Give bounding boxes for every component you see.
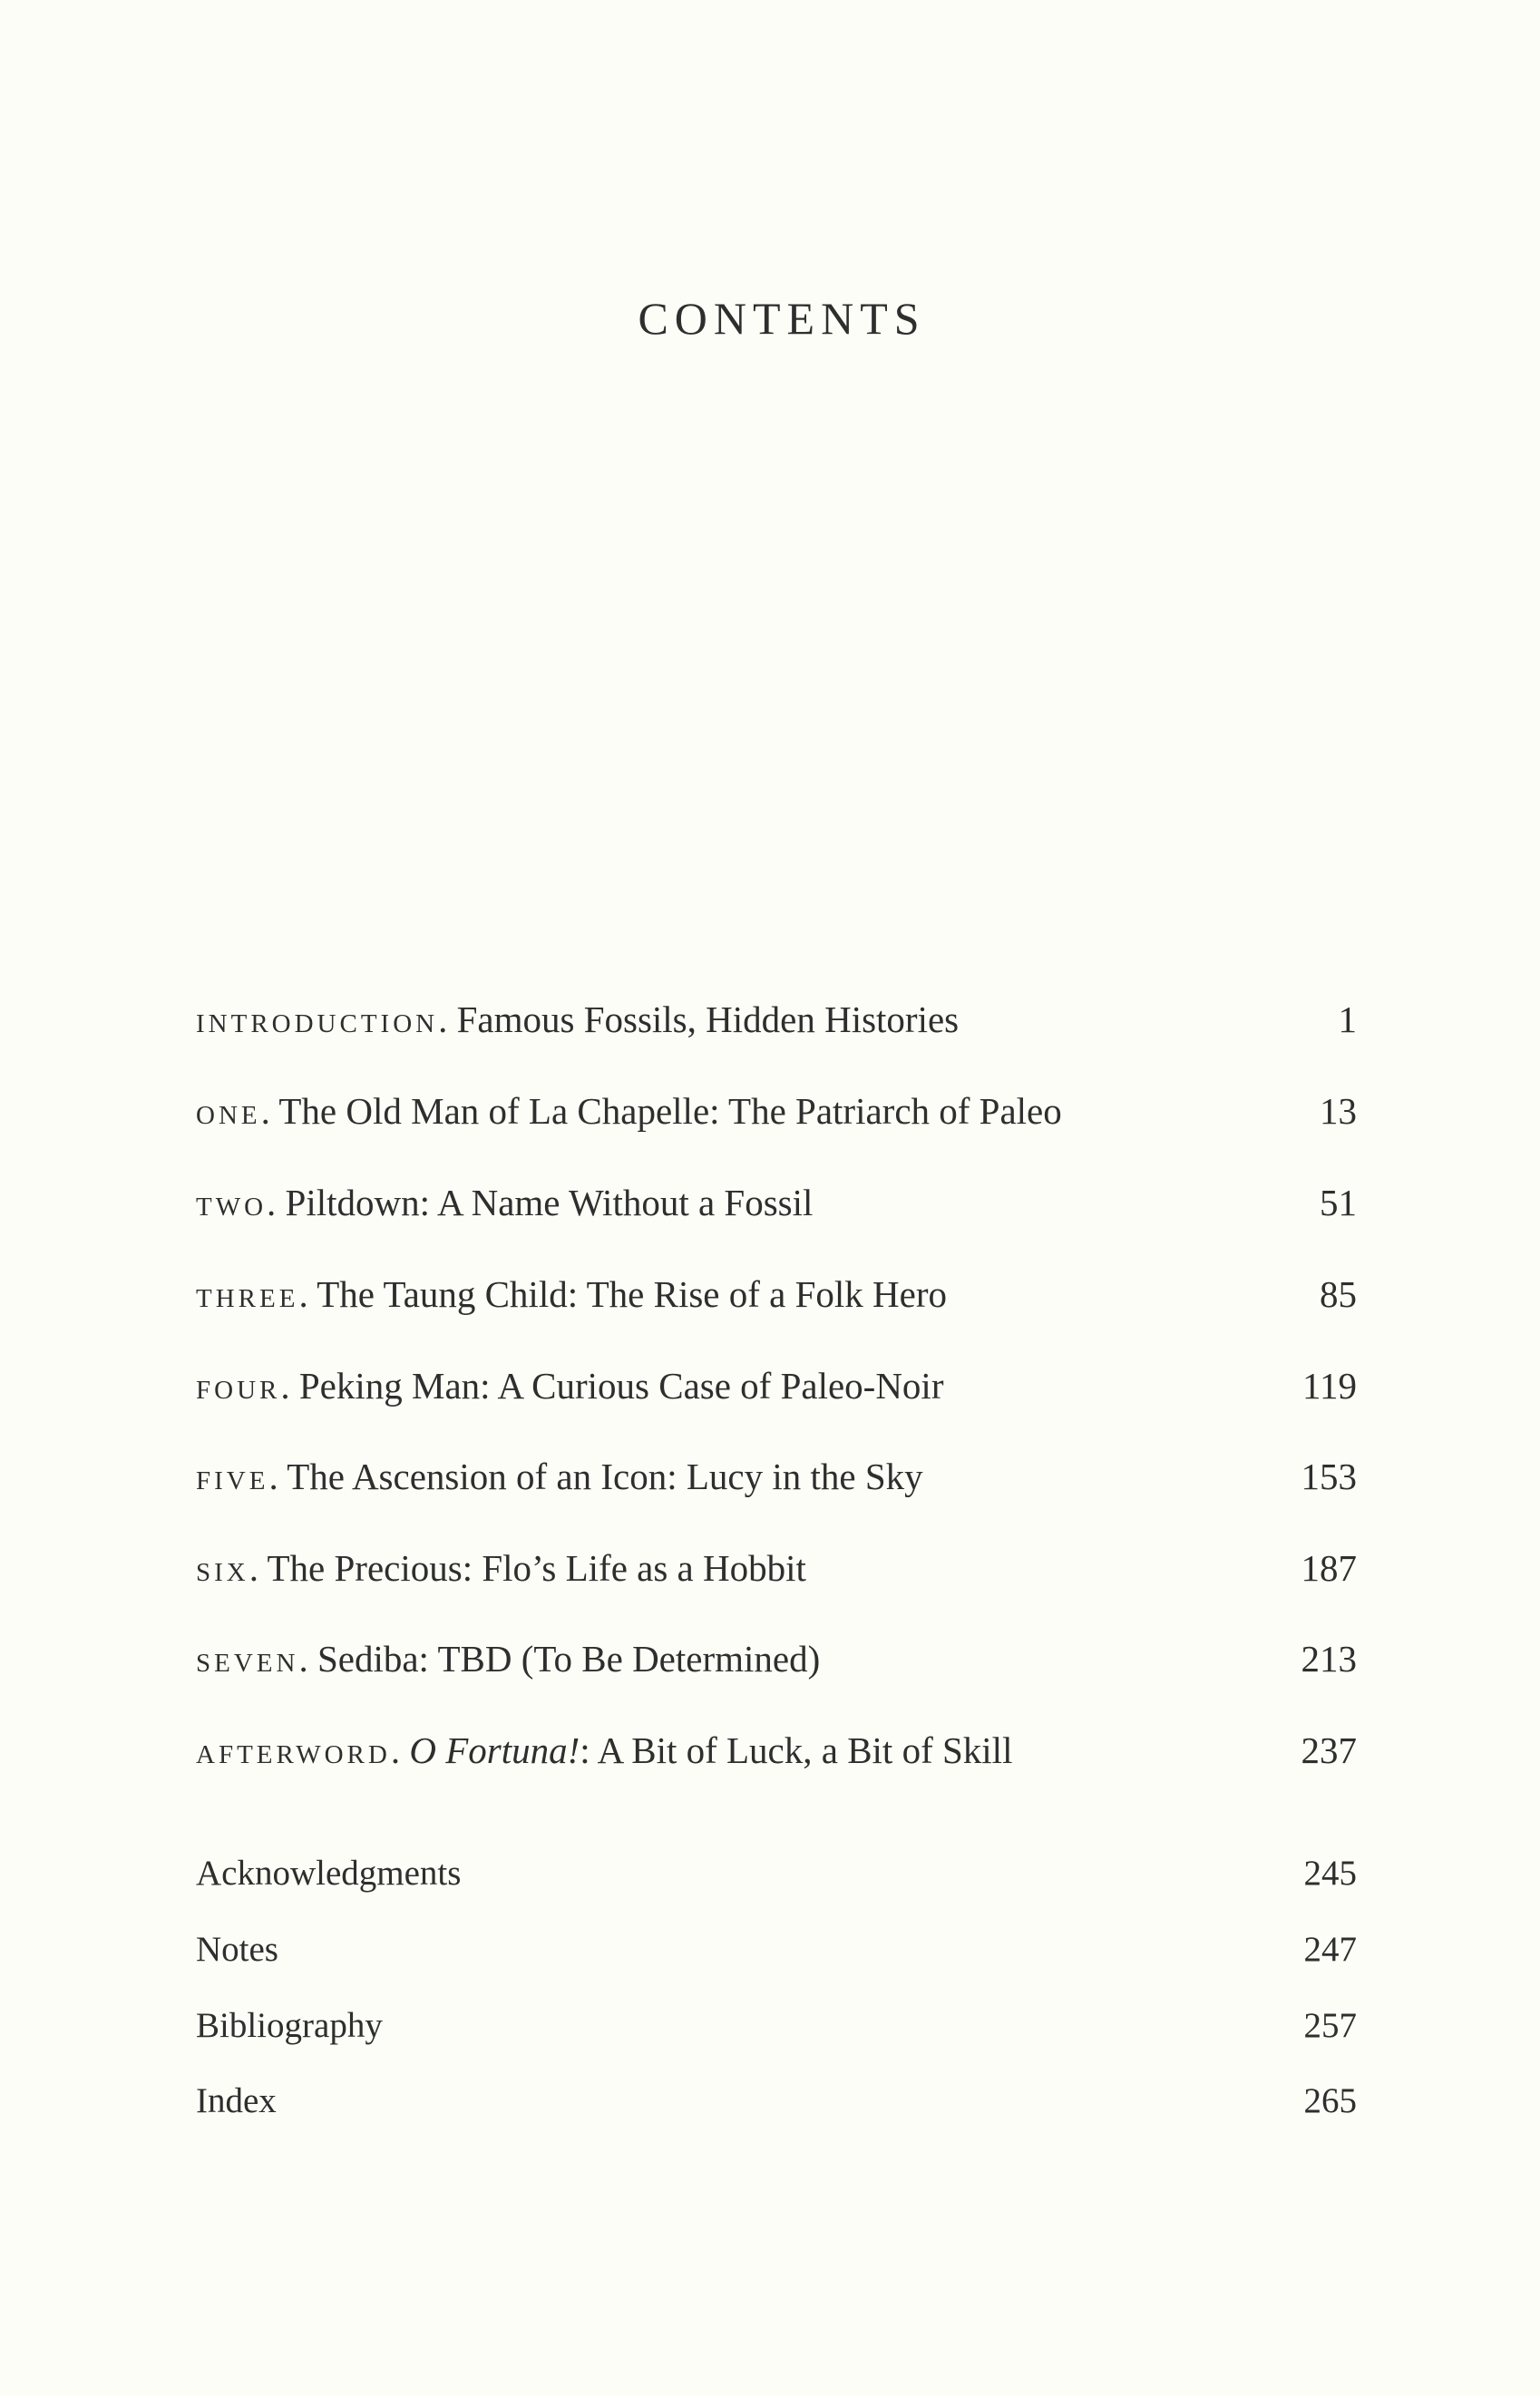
page-number: 51 [1320, 1182, 1357, 1223]
chapter-label: AFTERWORD [196, 1740, 391, 1769]
entry-title-italic: O Fortuna! [409, 1729, 580, 1771]
toc-entry-index[interactable] [196, 2074, 1357, 2128]
toc-entry-three[interactable] [196, 1267, 1357, 1321]
toc-entry-four[interactable] [196, 1359, 1357, 1413]
entry-title: AFTERWORD. O Fortuna!: A Bit of Luck, a Bit of Skill [196, 1729, 1013, 1771]
chapter-label: THREE [196, 1284, 299, 1313]
chapter-label: FIVE [196, 1466, 269, 1495]
page-number: 13 [1320, 1090, 1357, 1132]
entry-title: SIX. The Precious: Flo’s Life as a Hobbit [196, 1547, 806, 1589]
page-number: 237 [1301, 1729, 1357, 1771]
chapter-label: ONE [196, 1101, 261, 1130]
chapter-label: SIX [196, 1558, 249, 1587]
toc-entry-introduction[interactable] [196, 992, 1357, 1047]
page-number: 1 [1338, 998, 1357, 1040]
entry-title: Bibliography [196, 2006, 383, 2045]
toc-entry-one[interactable] [196, 1084, 1357, 1138]
entry-title: FIVE. The Ascension of an Icon: Lucy in the Sky [196, 1456, 923, 1497]
toc-entry-six[interactable] [196, 1541, 1357, 1595]
page-number: 85 [1320, 1273, 1357, 1315]
toc-entry-two[interactable] [196, 1175, 1357, 1230]
chapter-label: TWO [196, 1193, 268, 1222]
entry-title: Notes [196, 1930, 278, 1969]
entry-title: INTRODUCTION. Famous Fossils, Hidden Histories [196, 998, 960, 1040]
entry-title: Acknowledgments [196, 1854, 462, 1893]
toc-entry-bibliography[interactable] [196, 1999, 1357, 2053]
entry-title: SEVEN. Sediba: TBD (To Be Determined) [196, 1638, 821, 1680]
chapter-label: SEVEN [196, 1649, 299, 1678]
chapter-label: INTRODUCTION [196, 1009, 439, 1038]
entry-title-text: Famous Fossils, Hidden Histories [456, 998, 960, 1040]
page-number: 153 [1301, 1456, 1357, 1497]
entry-title-text: The Ascension of an Icon: Lucy in the Sky [287, 1456, 923, 1497]
entry-title: Index [196, 2081, 277, 2120]
toc-entry-afterword[interactable] [196, 1723, 1357, 1778]
page-number: 247 [1303, 1930, 1357, 1969]
page-title: CONTENTS [638, 293, 926, 344]
entry-title-text: Peking Man: A Curious Case of Paleo-Noir [298, 1365, 944, 1407]
entry-title: ONE. The Old Man of La Chapelle: The Patriarch of Paleo [196, 1090, 1062, 1132]
page-number: 187 [1301, 1547, 1357, 1589]
page-number: 119 [1302, 1365, 1357, 1407]
entry-title-text: The Old Man of La Chapelle: The Patriarch of Paleo [278, 1090, 1062, 1132]
toc-entry-notes[interactable] [196, 1923, 1357, 1977]
entry-title-text: : A Bit of Luck, a Bit of Skill [580, 1729, 1013, 1771]
page-number: 213 [1301, 1638, 1357, 1680]
page-number: 257 [1303, 2006, 1357, 2045]
page-number: 245 [1303, 1854, 1357, 1893]
page-number: 265 [1303, 2081, 1357, 2120]
entry-title-text: The Taung Child: The Rise of a Folk Hero [317, 1273, 948, 1315]
toc-entry-acknowledgments[interactable] [196, 1846, 1357, 1901]
entry-title-text: Sediba: TBD (To Be Determined) [317, 1638, 821, 1680]
entry-title: TWO. Piltdown: A Name Without a Fossil [196, 1182, 814, 1223]
entry-title-text: Piltdown: A Name Without a Fossil [285, 1182, 814, 1223]
entry-title-text: The Precious: Flo’s Life as a Hobbit [267, 1547, 806, 1589]
chapter-label: FOUR [196, 1376, 281, 1405]
toc-entry-seven[interactable] [196, 1631, 1357, 1686]
entry-title: THREE. The Taung Child: The Rise of a Folk Hero [196, 1273, 948, 1315]
toc-entry-five[interactable] [196, 1449, 1357, 1504]
entry-title: FOUR. Peking Man: A Curious Case of Paleo-Noir [196, 1365, 944, 1407]
